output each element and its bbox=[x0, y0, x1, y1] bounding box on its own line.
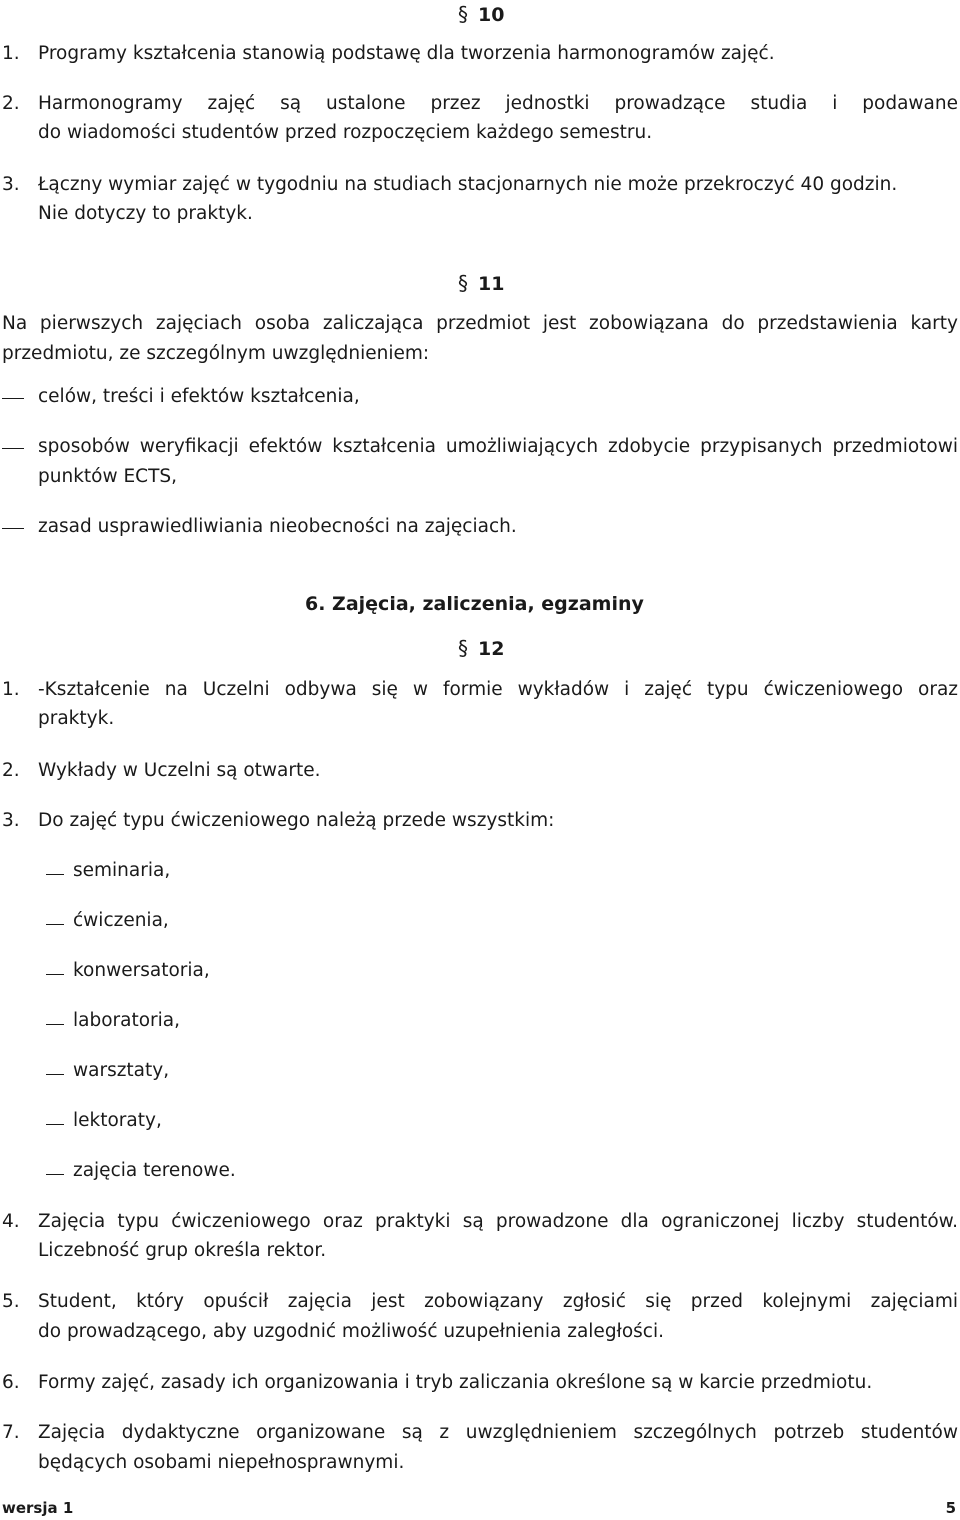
s12-item-3-num: 3. bbox=[2, 810, 20, 831]
section-12-heading: § 12 bbox=[458, 636, 505, 660]
form-item-cwiczenia: ćwiczenia, bbox=[73, 910, 169, 931]
s12-item-4-line1: Zajęcia typu ćwiczeniowego oraz praktyki są prowadzone dla ograniczonej liczby studentów. bbox=[38, 1211, 958, 1232]
dash-bullet bbox=[46, 1174, 64, 1175]
s12-item-2-text: Wykłady w Uczelni są otwarte. bbox=[38, 760, 321, 781]
s10-item-3-line1: Łączny wymiar zajęć w tygodniu na studiach stacjonarnych nie może przekroczyć 40 godzin. bbox=[38, 174, 898, 195]
dash-bullet bbox=[46, 974, 64, 975]
s12-item-7-num: 7. bbox=[2, 1422, 20, 1443]
s12-item-5-line2: do prowadzącego, aby uzgodnić możliwość uzupełnienia zaległości. bbox=[38, 1321, 664, 1342]
footer-page-number: 5 bbox=[945, 1499, 956, 1517]
s11-bullet-1: celów, treści i efektów kształcenia, bbox=[38, 386, 360, 407]
paragraph-sign: § bbox=[458, 2, 468, 26]
form-item-konwersatoria: konwersatoria, bbox=[73, 960, 210, 981]
form-item-laboratoria: laboratoria, bbox=[73, 1010, 181, 1031]
form-item-zajecia-terenowe: zajęcia terenowe. bbox=[73, 1160, 236, 1181]
s12-item-7-line1: Zajęcia dydaktyczne organizowane są z uwzględnieniem szczególnych potrzeb studentów bbox=[38, 1422, 958, 1443]
dash-bullet bbox=[46, 1124, 64, 1125]
dash-bullet bbox=[46, 874, 64, 875]
paragraph-sign: § bbox=[458, 636, 468, 660]
s12-item-1-num: 1. bbox=[2, 679, 20, 700]
chapter-6-title: 6. Zajęcia, zaliczenia, egzaminy bbox=[305, 593, 644, 615]
s12-item-2-num: 2. bbox=[2, 760, 20, 781]
s12-item-4-num: 4. bbox=[2, 1211, 20, 1232]
s12-item-6-num: 6. bbox=[2, 1372, 20, 1393]
form-item-warsztaty: warsztaty, bbox=[73, 1060, 170, 1081]
s12-item-3-text: Do zajęć typu ćwiczeniowego należą przede wszystkim: bbox=[38, 810, 555, 831]
s12-item-1-line2: praktyk. bbox=[38, 708, 115, 729]
s11-bullet-2-line2: punktów ECTS, bbox=[38, 466, 178, 487]
s11-bullet-2-line1: sposobów weryfikacji efektów kształcenia umożliwiających zdobycie przypisanych przedmiotowi bbox=[38, 436, 958, 457]
section-11-heading: § 11 bbox=[458, 271, 505, 295]
s11-intro-line1: Na pierwszych zajęciach osoba zaliczająca przedmiot jest zobowiązana do przedstawienia karty bbox=[2, 313, 958, 334]
paragraph-sign: § bbox=[458, 271, 468, 295]
dash-bullet bbox=[2, 448, 24, 449]
s10-item-3-num: 3. bbox=[2, 174, 20, 195]
s12-item-1-line1: -Kształcenie na Uczelni odbywa się w formie wykładów i zajęć typu ćwiczeniowego oraz bbox=[38, 679, 958, 700]
s11-intro-line2: przedmiotu, ze szczególnym uwzględnieniem: bbox=[2, 343, 430, 364]
s10-item-3-line2: Nie dotyczy to praktyk. bbox=[38, 203, 253, 224]
s10-item-1-text: Programy kształcenia stanowią podstawę dla tworzenia harmonogramów zajęć. bbox=[38, 43, 775, 64]
dash-bullet bbox=[46, 1024, 64, 1025]
dash-bullet bbox=[2, 398, 24, 399]
dash-bullet bbox=[46, 924, 64, 925]
form-item-lektoraty: lektoraty, bbox=[73, 1110, 162, 1131]
s11-bullet-3: zasad usprawiedliwiania nieobecności na zajęciach. bbox=[38, 516, 517, 537]
s10-item-2-line1: Harmonogramy zajęć są ustalone przez jednostki prowadzące studia i podawane bbox=[38, 93, 958, 114]
s12-item-5-line1: Student, który opuścił zajęcia jest zobowiązany zgłosić się przed kolejnymi zajęciami bbox=[38, 1291, 958, 1312]
s12-item-5-num: 5. bbox=[2, 1291, 20, 1312]
s10-item-2-num: 2. bbox=[2, 93, 20, 114]
s12-item-7-line2: będących osobami niepełnosprawnymi. bbox=[38, 1452, 405, 1473]
s12-item-4-line2: Liczebność grup określa rektor. bbox=[38, 1240, 327, 1261]
form-item-seminaria: seminaria, bbox=[73, 860, 171, 881]
s10-item-2-line2: do wiadomości studentów przed rozpoczęciem każdego semestru. bbox=[38, 122, 653, 143]
dash-bullet bbox=[2, 528, 24, 529]
s12-item-6-text: Formy zajęć, zasady ich organizowania i tryb zaliczania określone są w karcie przedmiotu. bbox=[38, 1372, 873, 1393]
dash-bullet bbox=[46, 1074, 64, 1075]
section-10-heading: § 10 bbox=[458, 2, 505, 26]
footer-version: wersja 1 bbox=[2, 1499, 74, 1517]
s10-item-1-num: 1. bbox=[2, 43, 20, 64]
